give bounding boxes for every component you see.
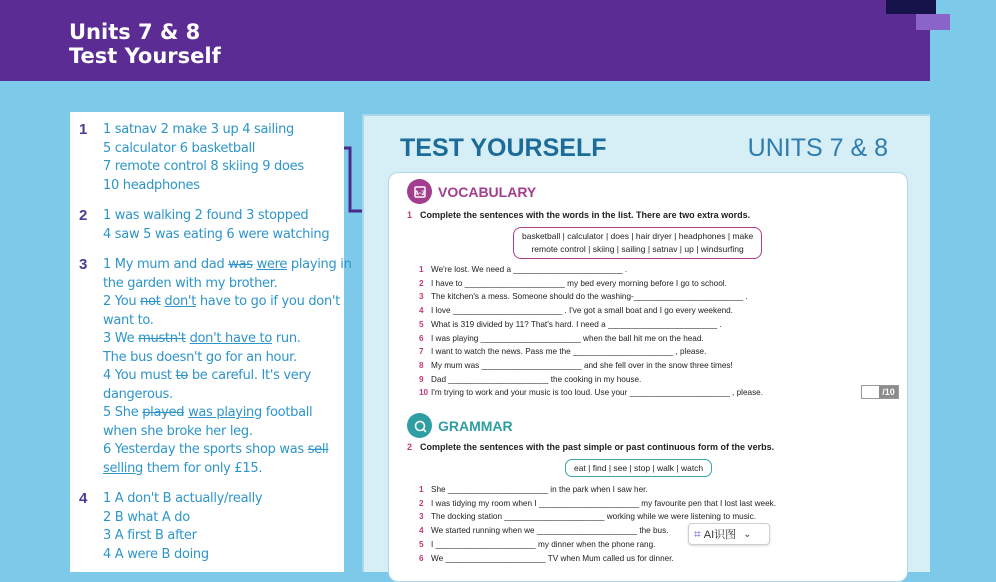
vocabulary-label: VOCABULARY [438,183,537,200]
answer-line: 4 A were B doing [103,546,209,562]
exercise-item: 4 I love ________________________ . I've got a small boat and I go every weekend. [419,306,733,316]
exercise-item: 7 I want to watch the news. Pass me the ______________________ , please. [419,347,707,357]
answer-line: 4 saw 5 was eating 6 were watching [103,226,330,242]
answer-number: 2 [79,207,88,224]
page-units: UNITS 7 & 8 [747,134,888,162]
answer-line: 3 We mustn't don't have to run. [103,331,301,346]
exercise-item: 2 I was tidying my room when I ______________________ my favourite pen that I lost last week. [419,498,776,508]
score-input[interactable] [862,386,879,398]
header-title: Units 7 & 8 Test Yourself [69,20,221,68]
answer-number: 1 [79,121,88,138]
exercise-item: 4 We started running when we ______________________ the bus. [419,526,669,536]
score-box [861,385,899,399]
answer-line: 7 remote control 8 skiing 9 does [103,159,304,174]
answer-number: 3 [79,256,88,273]
answer-number: 4 [79,490,88,507]
vocabulary-icon [407,179,432,204]
exercise-item: 5 What is 319 divided by 11? That's hard. I need a ________________________ . [419,319,722,329]
answer-line: 5 She played was playing football [103,405,313,420]
grammar-word-list: eat | find | see | stop | walk | watch [565,459,712,477]
exercise-item: 3 The docking station ______________________ working while we were listening to music. [419,512,756,522]
exercise-item: 10 I'm trying to work and your music is too loud. Use your ______________________ , please. [419,388,763,398]
answer-block [79,207,344,244]
exercise-item: 9 Dad ______________________ the cooking in my house. [419,374,642,384]
exercise-item: 2 I have to ______________________ my bed every morning before I go to school. [419,278,727,288]
exercise-item: 5 I ______________________ my dinner when the phone rang. [419,539,656,549]
ai-scan-icon: ⌗ [694,526,701,541]
ai-recognize-label: AI识图 [703,529,737,541]
exercise-item: 6 We ______________________ TV when Mum called us for dinner. [419,553,674,563]
corner-decoration-light [916,14,950,30]
vocabulary-word-list: basketball | calculator | does | hair dryer | headphones | make remote control | skiing | sailing | satnav | up | windsurfing [513,227,762,259]
answer-line: 6 Yesterday the sports shop was sell [103,442,329,457]
answer-line: 1 was walking 2 found 3 stopped [103,208,309,223]
answer-key-panel [70,112,352,572]
vocabulary-heading [407,179,536,204]
test-page [362,114,930,572]
grammar-instruction: 2 Complete the sentences with the past simple or past continuous form of the verbs. [407,442,775,452]
answer-line: 1 A don't B actually/really [103,491,263,506]
page-title: TEST YOURSELF [400,134,607,162]
score-total: /10 [879,386,898,398]
grammar-icon [407,413,432,438]
answer-line: 2 B what A do [103,509,190,525]
ai-recognize-button[interactable] [688,523,770,545]
answer-line: 1 satnav 2 make 3 up 4 sailing [103,122,294,137]
answer-line: want to. [103,312,154,328]
answer-block [79,121,344,195]
answer-line: selling them for only £15. [103,460,263,476]
vocabulary-instruction: 1 Complete the sentences with the words in the list. There are two extra words. [407,210,751,220]
vocabulary-items [419,263,763,400]
svg-text:A-Z: A-Z [413,189,426,197]
answer-block [79,490,344,564]
exercise-item: 3 The kitchen's a mess. Someone should do the washing-________________________ . [419,292,748,302]
exercise-item: 8 My mum was ______________________ and she fell over in the snow three times! [419,360,733,370]
answer-line: 5 calculator 6 basketball [103,140,256,156]
answer-line: The bus doesn't go for an hour. [103,349,297,365]
grammar-heading [407,413,513,438]
answer-block [79,256,352,478]
answer-line: 10 headphones [103,177,200,193]
corner-decoration [886,0,936,14]
exercise-card [388,172,908,582]
exercise-item: 6 I was playing ______________________ when the ball hit me on the head. [419,333,704,343]
chevron-down-icon: ⌄ [743,528,752,540]
answer-line: 1 My mum and dad was were playing in [103,257,352,272]
exercise-item: 1 We're lost. We need a ________________________ . [419,265,628,274]
header-banner [0,0,930,81]
answer-line: 2 You not don't have to go if you don't [103,294,340,309]
answer-line: dangerous. [103,386,173,402]
exercise-item: 1 She ______________________ in the park when I saw her. [419,485,648,494]
answer-line: when she broke her leg. [103,423,253,439]
answer-line: 4 You must to be careful. It's very [103,368,311,383]
answer-line: 3 A first B after [103,528,197,543]
grammar-label: GRAMMAR [438,417,513,434]
answer-line: the garden with my brother. [103,275,278,291]
